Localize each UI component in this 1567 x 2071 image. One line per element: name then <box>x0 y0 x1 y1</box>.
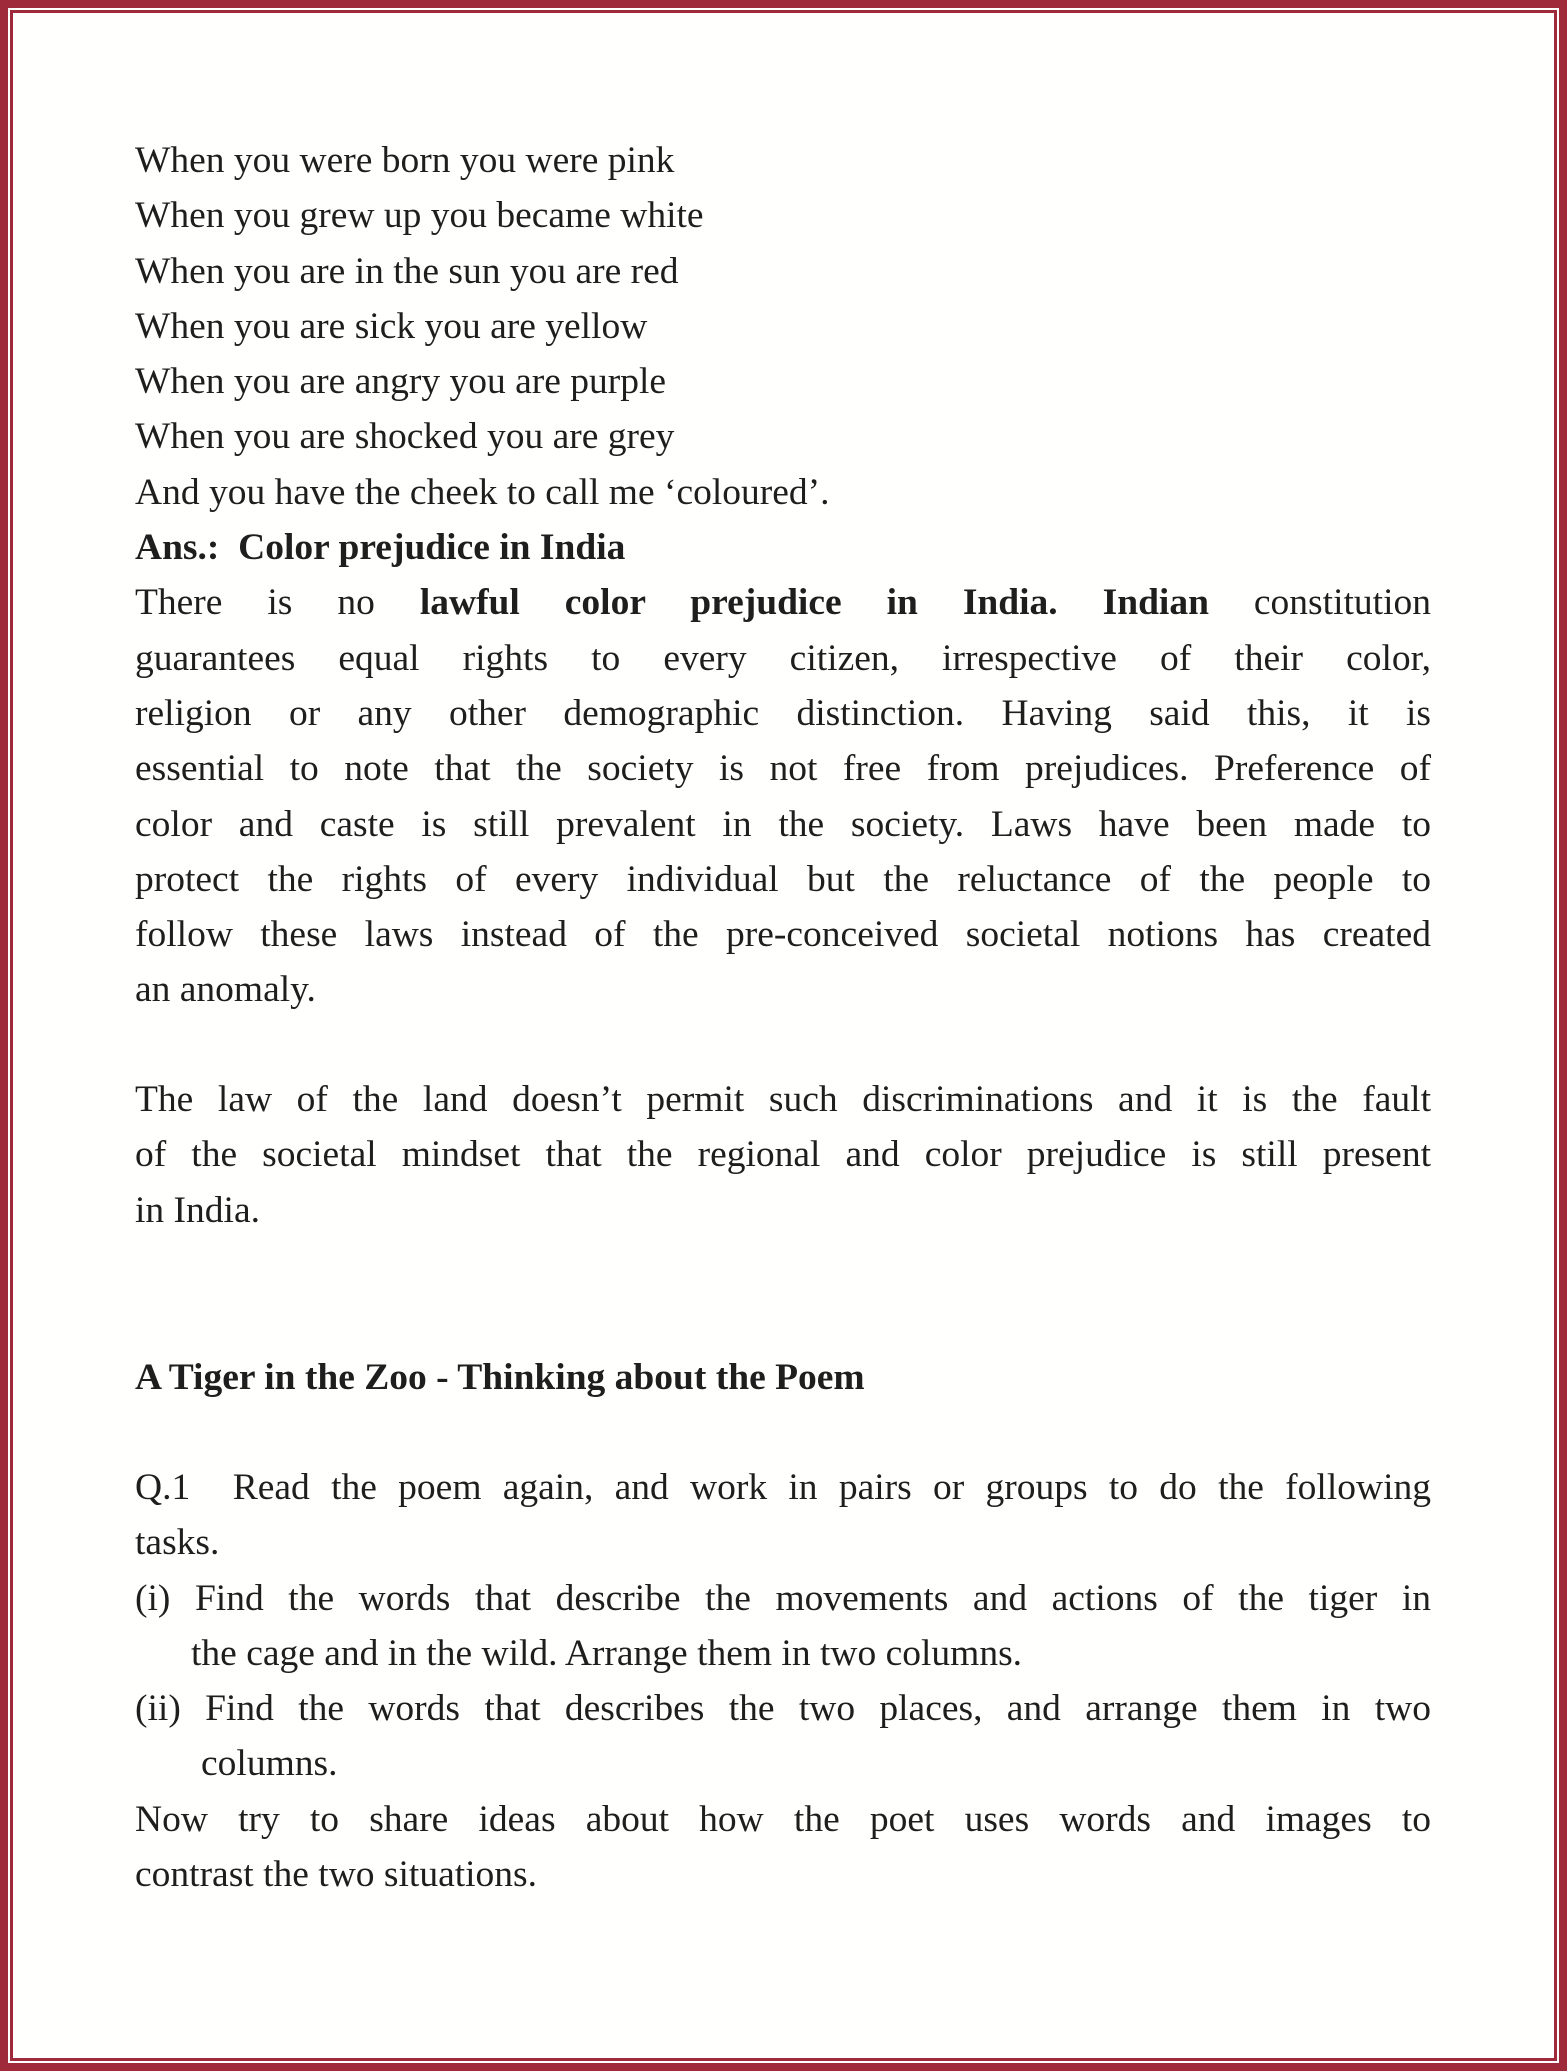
poem-line: When you are in the sun you are red <box>135 250 679 292</box>
paragraph-line: color and caste is still prevalent in the society. Laws have been made to <box>135 803 1431 845</box>
task-line: (ii) Find the words that describes the two places, and arrange them in two <box>135 1688 1431 1730</box>
poem-line: When you are shocked you are grey <box>135 416 675 458</box>
paragraph-line: follow these laws instead of the pre-conceived societal notions has created <box>135 914 1431 956</box>
poem-line: When you grew up you became white <box>135 195 704 237</box>
closing-line: Now try to share ideas about how the poet uses words and images to <box>135 1798 1431 1840</box>
paragraph-line: essential to note that the society is not free from prejudices. Preference of <box>135 748 1431 790</box>
paragraph-line: an anomaly. <box>135 969 316 1011</box>
poem-line: When you were born you were pink <box>135 140 675 181</box>
task-line: columns. <box>201 1743 338 1785</box>
bold-text: lawful color prejudice in India. Indian <box>419 582 1209 624</box>
paragraph-line: guarantees equal rights to every citizen, irrespective of their color, <box>135 637 1431 679</box>
section-heading-block <box>135 1350 1431 1405</box>
poem-line: And you have the cheek to call me ‘coloured’. <box>135 471 830 513</box>
question-line: tasks. <box>135 1522 220 1564</box>
poem-line: When you are sick you are yellow <box>135 305 648 347</box>
closing-line: contrast the two situations. <box>135 1854 538 1896</box>
poem-and-answer <box>135 133 1431 1018</box>
poem-line: When you are angry you are purple <box>135 361 667 403</box>
answer-heading: Ans.: Color prejudice in India <box>135 527 626 569</box>
task-line: the cage and in the wild. Arrange them in two columns. <box>191 1632 1023 1674</box>
task-line: (i) Find the words that describe the movements and actions of the tiger in <box>135 1577 1431 1619</box>
answer-paragraph-first-line <box>135 575 1431 630</box>
question-block <box>135 1460 1431 1902</box>
paragraph-line: protect the rights of every individual but the reluctance of the people to <box>135 858 1431 900</box>
paragraph-line: The law of the land doesn’t permit such discriminations and it is the fault <box>135 1079 1431 1120</box>
paragraph-line: of the societal mindset that the regional and color prejudice is still present <box>135 1134 1431 1176</box>
question-line: Q.1 Read the poem again, and work in pairs or groups to do the following <box>135 1467 1431 1508</box>
text: There is no <box>135 582 420 624</box>
text: constitution <box>1208 582 1431 624</box>
answer-paragraph-2 <box>135 1072 1431 1238</box>
section-heading: A Tiger in the Zoo - Thinking about the Poem <box>135 1357 865 1398</box>
paragraph-line: religion or any other demographic distinction. Having said this, it is <box>135 692 1431 734</box>
paragraph-line: in India. <box>135 1189 260 1231</box>
